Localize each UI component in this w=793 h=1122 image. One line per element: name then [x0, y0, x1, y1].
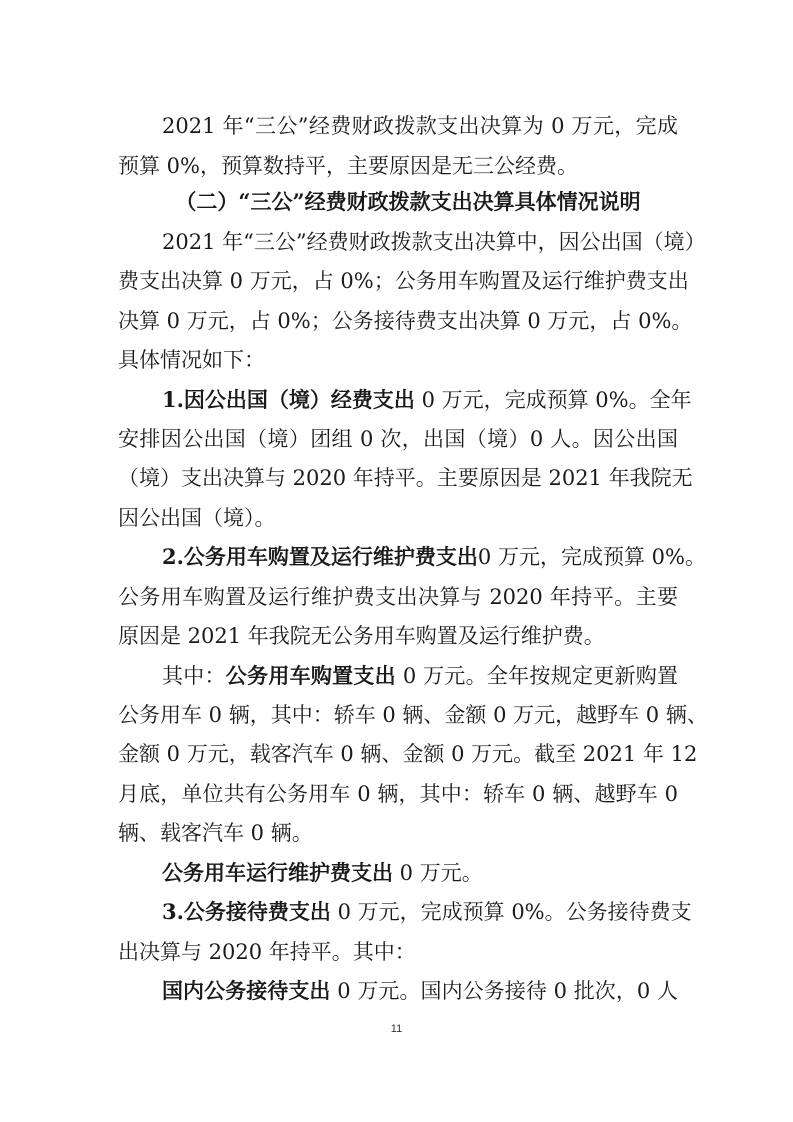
paragraph-line: 辆、载客汽车 0 辆。 — [118, 821, 313, 845]
bold-lead-text: 1.因公出国（境）经费支出 — [162, 387, 415, 412]
paragraph-line — [162, 859, 678, 887]
inline-text: 0 万元，完成预算 0%。全年 — [414, 388, 692, 412]
inline-text: 其中： — [162, 664, 226, 688]
paragraph-line: 2021 年“三公”经费财政拨款支出决算中，因公出国（境） — [162, 230, 706, 254]
page-number: 11 — [390, 1023, 403, 1035]
paragraph-line — [162, 977, 678, 1005]
bold-lead-text: 3.公务接待费支出 — [162, 899, 331, 924]
bold-lead-text: 2.公务用车购置及运行维护费支出 — [162, 544, 478, 569]
paragraph-line: 预算 0%，预算数持平，主要原因是无三公经费。 — [118, 154, 578, 178]
paragraph-line: 金额 0 万元，载客汽车 0 辆、金额 0 万元。截至 2021 年 12 — [118, 742, 698, 766]
inline-text: 0 万元，完成预算 0%。 — [477, 545, 706, 569]
paragraph-line — [162, 543, 706, 571]
paragraph-line: 因公出国（境）。 — [118, 506, 276, 530]
bold-lead-text: 公务用车运行维护费支出 — [162, 860, 393, 885]
inline-text: 0 万元。 — [393, 861, 483, 885]
section-heading: （二）“三公”经费财政拨款支出决算具体情况说明 — [175, 189, 641, 214]
paragraph-line: 公务用车购置及运行维护费支出决算与 2020 年持平。主要 — [118, 585, 678, 609]
paragraph-line — [162, 662, 678, 690]
paragraph-line: 2021 年“三公”经费财政拨款支出决算为 0 万元，完成 — [162, 114, 678, 138]
inline-text: 0 万元。全年按规定更新购置 — [395, 664, 679, 688]
bold-lead-text: 公务用车购置支出 — [225, 663, 396, 688]
paragraph-line: 安排因公出国（境）团组 0 次，出国（境）0 人。因公出国 — [118, 427, 678, 451]
paragraph-line: 具体情况如下： — [118, 348, 265, 372]
paragraph-line — [162, 386, 692, 414]
inline-text: 0 万元。国内公务接待 0 批次，0 人 — [330, 979, 678, 1003]
paragraph-line: 公务用车 0 辆，其中：轿车 0 辆、金额 0 万元，越野车 0 辆、 — [118, 703, 708, 727]
paragraph-line: （境）支出决算与 2020 年持平。主要原因是 2021 年我院无 — [118, 466, 693, 490]
paragraph-line: 决算 0 万元，占 0%；公务接待费支出决算 0 万元，占 0%。 — [118, 309, 693, 333]
inline-text: 0 万元，完成预算 0%。公务接待费支 — [330, 900, 692, 924]
bold-lead-text: 国内公务接待支出 — [162, 978, 331, 1003]
paragraph-line — [162, 898, 692, 926]
paragraph-line: 费支出决算 0 万元，占 0%；公务用车购置及运行维护费支出 — [118, 269, 689, 293]
paragraph-line: 原因是 2021 年我院无公务用车购置及运行维护费。 — [118, 624, 605, 648]
paragraph-line: 月底，单位共有公务用车 0 辆，其中：轿车 0 辆、越野车 0 — [118, 782, 678, 806]
paragraph-line: 出决算与 2020 年持平。其中： — [118, 940, 416, 964]
